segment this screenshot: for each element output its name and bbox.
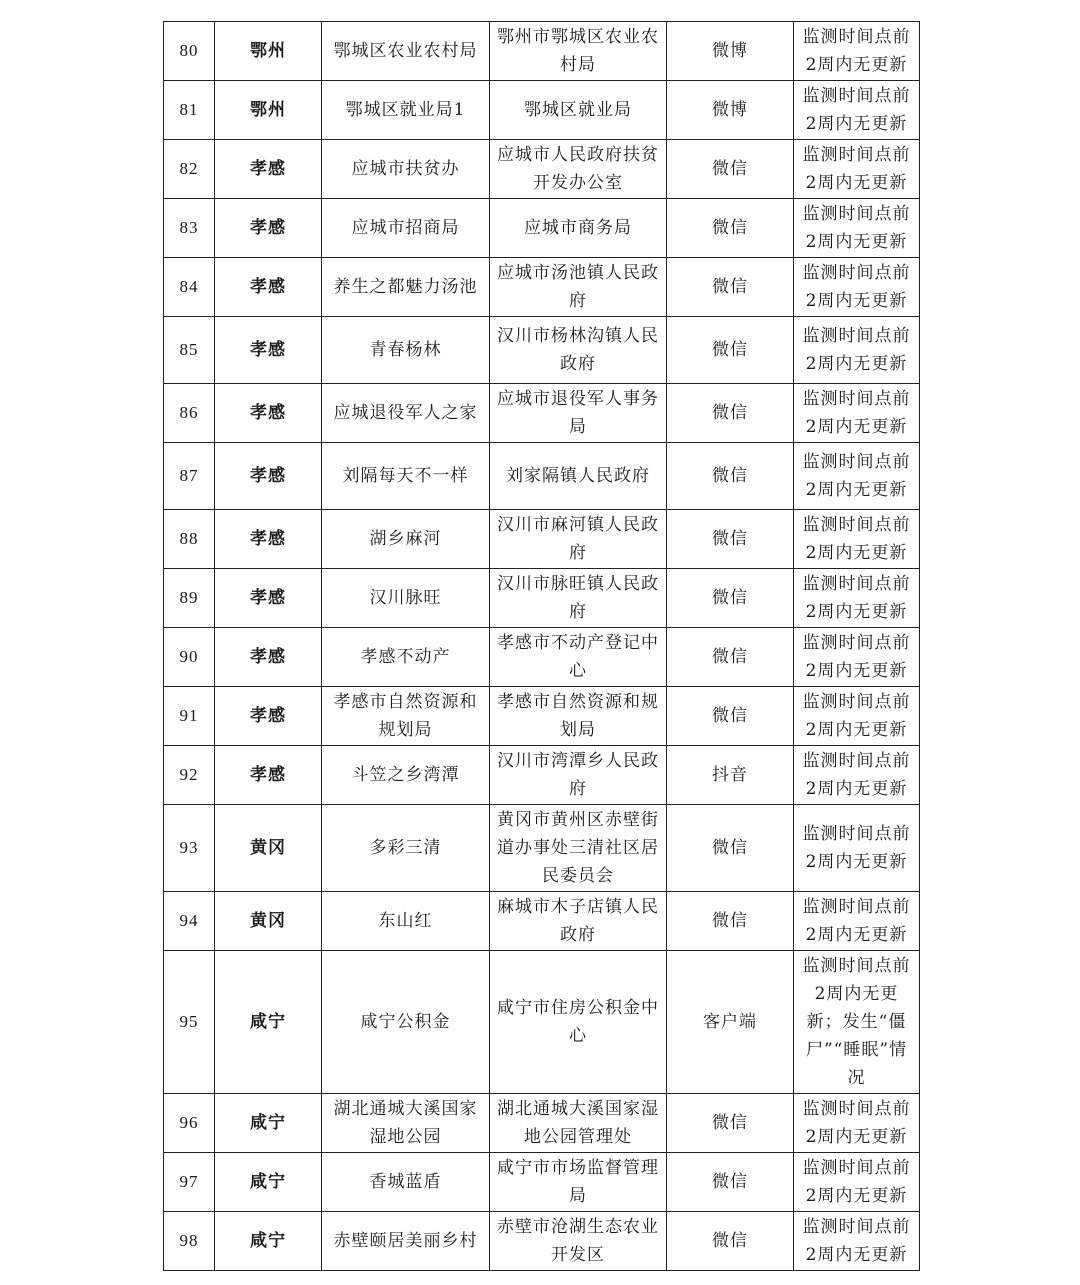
organization-cell: 孝感市不动产登记中心 bbox=[490, 628, 667, 687]
row-number: 98 bbox=[164, 1212, 215, 1271]
account-name-cell: 应城市扶贫办 bbox=[322, 140, 490, 199]
row-number: 89 bbox=[164, 569, 215, 628]
city-cell: 黄冈 bbox=[215, 805, 322, 892]
platform-cell: 微信 bbox=[667, 1153, 794, 1212]
account-name-cell: 多彩三清 bbox=[322, 805, 490, 892]
account-name-cell: 咸宁公积金 bbox=[322, 951, 490, 1094]
row-number: 95 bbox=[164, 951, 215, 1094]
platform-cell: 微信 bbox=[667, 892, 794, 951]
issue-cell: 监测时间点前2周内无更新 bbox=[794, 510, 920, 569]
row-number: 86 bbox=[164, 384, 215, 443]
table-row bbox=[164, 569, 920, 628]
account-name-cell: 湖乡麻河 bbox=[322, 510, 490, 569]
platform-cell: 微信 bbox=[667, 140, 794, 199]
platform-cell: 微信 bbox=[667, 687, 794, 746]
account-name-cell: 孝感市自然资源和规划局 bbox=[322, 687, 490, 746]
platform-cell: 微信 bbox=[667, 628, 794, 687]
city-cell: 孝感 bbox=[215, 443, 322, 510]
row-number: 91 bbox=[164, 687, 215, 746]
issue-cell: 监测时间点前2周内无更新 bbox=[794, 746, 920, 805]
organization-cell: 应城市退役军人事务局 bbox=[490, 384, 667, 443]
account-name-cell: 刘隔每天不一样 bbox=[322, 443, 490, 510]
account-name-cell: 应城退役军人之家 bbox=[322, 384, 490, 443]
issue-cell: 监测时间点前2周内无更新 bbox=[794, 317, 920, 384]
account-name-cell: 鄂城区农业农村局 bbox=[322, 22, 490, 81]
account-name-cell: 湖北通城大溪国家湿地公园 bbox=[322, 1094, 490, 1153]
organization-cell: 黄冈市黄州区赤壁街道办事处三清社区居民委员会 bbox=[490, 805, 667, 892]
table-row bbox=[164, 384, 920, 443]
organization-cell: 汉川市杨林沟镇人民政府 bbox=[490, 317, 667, 384]
city-cell: 孝感 bbox=[215, 199, 322, 258]
organization-cell: 孝感市自然资源和规划局 bbox=[490, 687, 667, 746]
organization-cell: 刘家隔镇人民政府 bbox=[490, 443, 667, 510]
platform-cell: 微信 bbox=[667, 199, 794, 258]
city-cell: 咸宁 bbox=[215, 1153, 322, 1212]
table-row bbox=[164, 258, 920, 317]
issue-cell: 监测时间点前2周内无更新；发生“僵尸”“睡眠”情况 bbox=[794, 951, 920, 1094]
organization-cell: 汉川市脉旺镇人民政府 bbox=[490, 569, 667, 628]
table-row bbox=[164, 951, 920, 1094]
table-row bbox=[164, 22, 920, 81]
organization-cell: 应城市汤池镇人民政府 bbox=[490, 258, 667, 317]
city-cell: 鄂州 bbox=[215, 22, 322, 81]
platform-cell: 微信 bbox=[667, 258, 794, 317]
platform-cell: 微信 bbox=[667, 1212, 794, 1271]
table-row bbox=[164, 628, 920, 687]
account-name-cell: 斗笠之乡湾潭 bbox=[322, 746, 490, 805]
city-cell: 孝感 bbox=[215, 628, 322, 687]
table-row bbox=[164, 687, 920, 746]
issue-cell: 监测时间点前2周内无更新 bbox=[794, 258, 920, 317]
issue-cell: 监测时间点前2周内无更新 bbox=[794, 443, 920, 510]
issue-cell: 监测时间点前2周内无更新 bbox=[794, 199, 920, 258]
city-cell: 孝感 bbox=[215, 384, 322, 443]
row-number: 96 bbox=[164, 1094, 215, 1153]
table-row bbox=[164, 805, 920, 892]
row-number: 97 bbox=[164, 1153, 215, 1212]
city-cell: 孝感 bbox=[215, 258, 322, 317]
issue-cell: 监测时间点前2周内无更新 bbox=[794, 22, 920, 81]
table-row bbox=[164, 199, 920, 258]
account-name-cell: 香城蓝盾 bbox=[322, 1153, 490, 1212]
data-table bbox=[163, 21, 920, 1271]
table-row bbox=[164, 140, 920, 199]
organization-cell: 鄂州市鄂城区农业农村局 bbox=[490, 22, 667, 81]
organization-cell: 赤壁市沧湖生态农业开发区 bbox=[490, 1212, 667, 1271]
table-row bbox=[164, 1094, 920, 1153]
issue-cell: 监测时间点前2周内无更新 bbox=[794, 892, 920, 951]
organization-cell: 汉川市麻河镇人民政府 bbox=[490, 510, 667, 569]
platform-cell: 客户端 bbox=[667, 951, 794, 1094]
issue-cell: 监测时间点前2周内无更新 bbox=[794, 687, 920, 746]
platform-cell: 微信 bbox=[667, 384, 794, 443]
row-number: 92 bbox=[164, 746, 215, 805]
row-number: 83 bbox=[164, 199, 215, 258]
platform-cell: 微信 bbox=[667, 443, 794, 510]
platform-cell: 微博 bbox=[667, 22, 794, 81]
platform-cell: 微信 bbox=[667, 805, 794, 892]
organization-cell: 麻城市木子店镇人民政府 bbox=[490, 892, 667, 951]
platform-cell: 微信 bbox=[667, 317, 794, 384]
platform-cell: 微博 bbox=[667, 81, 794, 140]
row-number: 94 bbox=[164, 892, 215, 951]
issue-cell: 监测时间点前2周内无更新 bbox=[794, 628, 920, 687]
city-cell: 咸宁 bbox=[215, 1212, 322, 1271]
row-number: 87 bbox=[164, 443, 215, 510]
platform-cell: 抖音 bbox=[667, 746, 794, 805]
issue-cell: 监测时间点前2周内无更新 bbox=[794, 569, 920, 628]
row-number: 81 bbox=[164, 81, 215, 140]
city-cell: 孝感 bbox=[215, 746, 322, 805]
organization-cell: 鄂城区就业局 bbox=[490, 81, 667, 140]
issue-cell: 监测时间点前2周内无更新 bbox=[794, 81, 920, 140]
platform-cell: 微信 bbox=[667, 1094, 794, 1153]
account-name-cell: 鄂城区就业局1 bbox=[322, 81, 490, 140]
platform-cell: 微信 bbox=[667, 510, 794, 569]
table-row bbox=[164, 81, 920, 140]
platform-cell: 微信 bbox=[667, 569, 794, 628]
city-cell: 黄冈 bbox=[215, 892, 322, 951]
city-cell: 孝感 bbox=[215, 140, 322, 199]
row-number: 88 bbox=[164, 510, 215, 569]
table-row bbox=[164, 443, 920, 510]
table-row bbox=[164, 892, 920, 951]
account-name-cell: 青春杨林 bbox=[322, 317, 490, 384]
account-name-cell: 东山红 bbox=[322, 892, 490, 951]
city-cell: 孝感 bbox=[215, 569, 322, 628]
table-row bbox=[164, 1212, 920, 1271]
organization-cell: 应城市人民政府扶贫开发办公室 bbox=[490, 140, 667, 199]
account-name-cell: 应城市招商局 bbox=[322, 199, 490, 258]
issue-cell: 监测时间点前2周内无更新 bbox=[794, 805, 920, 892]
city-cell: 孝感 bbox=[215, 687, 322, 746]
document-page bbox=[163, 21, 920, 1271]
account-name-cell: 孝感不动产 bbox=[322, 628, 490, 687]
issue-cell: 监测时间点前2周内无更新 bbox=[794, 384, 920, 443]
city-cell: 鄂州 bbox=[215, 81, 322, 140]
issue-cell: 监测时间点前2周内无更新 bbox=[794, 1153, 920, 1212]
table-row bbox=[164, 746, 920, 805]
row-number: 93 bbox=[164, 805, 215, 892]
row-number: 85 bbox=[164, 317, 215, 384]
organization-cell: 汉川市湾潭乡人民政府 bbox=[490, 746, 667, 805]
issue-cell: 监测时间点前2周内无更新 bbox=[794, 1094, 920, 1153]
organization-cell: 咸宁市住房公积金中心 bbox=[490, 951, 667, 1094]
city-cell: 孝感 bbox=[215, 510, 322, 569]
row-number: 90 bbox=[164, 628, 215, 687]
issue-cell: 监测时间点前2周内无更新 bbox=[794, 140, 920, 199]
table-row bbox=[164, 1153, 920, 1212]
city-cell: 孝感 bbox=[215, 317, 322, 384]
organization-cell: 湖北通城大溪国家湿地公园管理处 bbox=[490, 1094, 667, 1153]
city-cell: 咸宁 bbox=[215, 951, 322, 1094]
organization-cell: 应城市商务局 bbox=[490, 199, 667, 258]
row-number: 82 bbox=[164, 140, 215, 199]
table-row bbox=[164, 317, 920, 384]
table-row bbox=[164, 510, 920, 569]
city-cell: 咸宁 bbox=[215, 1094, 322, 1153]
organization-cell: 咸宁市市场监督管理局 bbox=[490, 1153, 667, 1212]
account-name-cell: 养生之都魅力汤池 bbox=[322, 258, 490, 317]
row-number: 80 bbox=[164, 22, 215, 81]
issue-cell: 监测时间点前2周内无更新 bbox=[794, 1212, 920, 1271]
account-name-cell: 赤壁颐居美丽乡村 bbox=[322, 1212, 490, 1271]
account-name-cell: 汉川脉旺 bbox=[322, 569, 490, 628]
row-number: 84 bbox=[164, 258, 215, 317]
